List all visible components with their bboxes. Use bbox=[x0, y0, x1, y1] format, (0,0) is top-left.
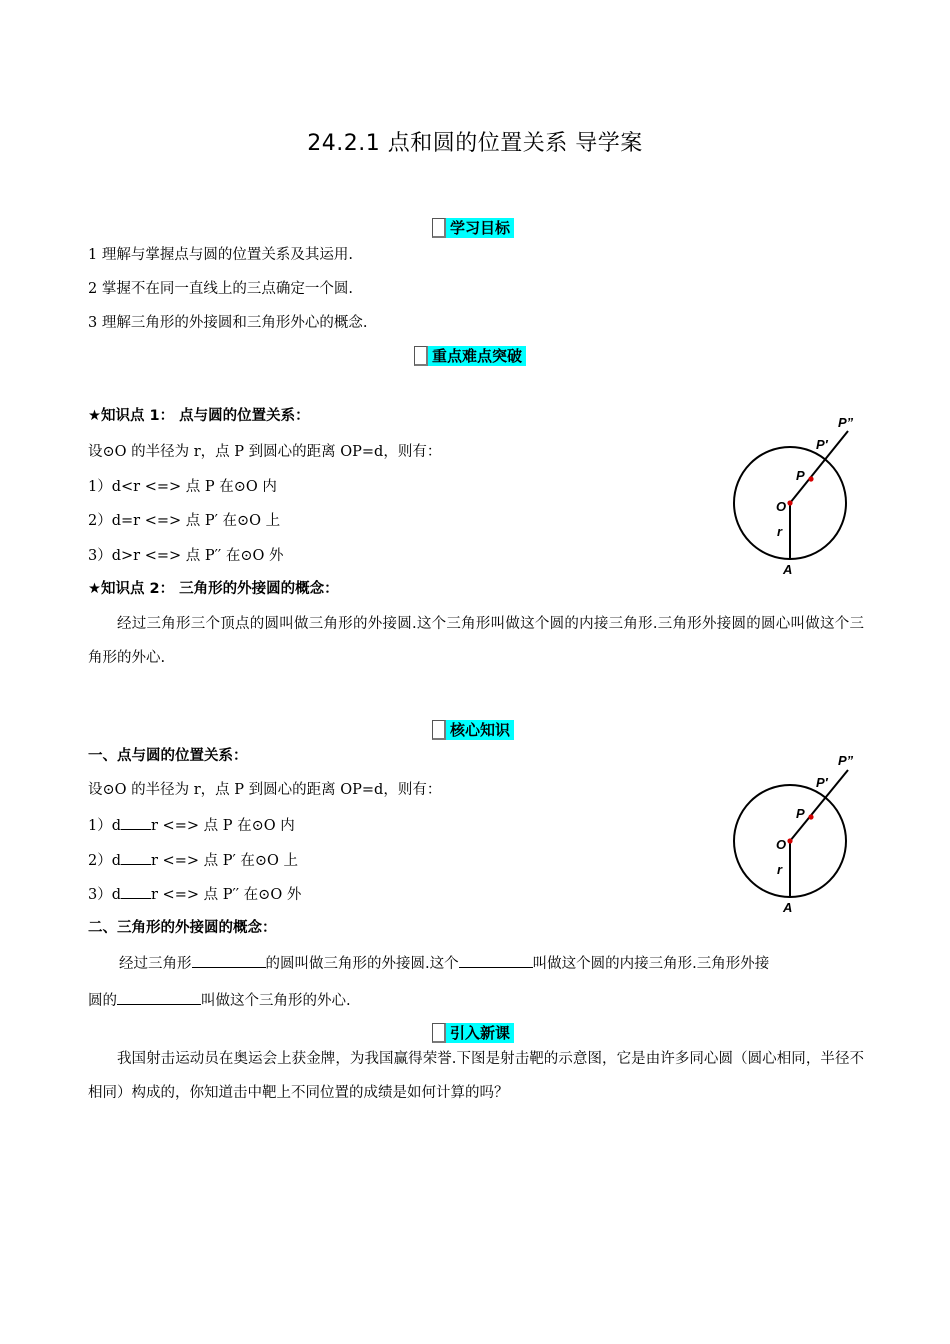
heading-label: 核心知识 bbox=[446, 720, 514, 740]
setup-text: 设⊙O 的半径为 r，点 P 到圆心的距离 OP=d，则有： bbox=[88, 782, 442, 798]
fill-paragraph-line1 bbox=[119, 953, 769, 974]
section-heading-goals bbox=[432, 218, 514, 238]
case-line-blank bbox=[88, 815, 295, 836]
label-a: A bbox=[783, 900, 793, 915]
goal-item: 1 理解与掌握点与圆的位置关系及其运用. bbox=[88, 247, 353, 263]
fill-blank[interactable] bbox=[192, 953, 266, 968]
section-heading-core bbox=[432, 720, 514, 740]
label-r: r bbox=[777, 862, 783, 877]
goal-item: 2 掌握不在同一直线上的三点确定一个圆. bbox=[88, 281, 353, 297]
subheading-1 bbox=[88, 746, 248, 766]
section-heading-intro bbox=[432, 1023, 514, 1043]
setup-text: 设⊙O 的半径为 r，点 P 到圆心的距离 OP=d，则有： bbox=[88, 444, 442, 460]
label-p: P bbox=[796, 468, 805, 483]
case-line: 3）d>r <=> 点 P′′ 在⊙O 外 bbox=[88, 548, 284, 564]
knowledge-point-1 bbox=[88, 406, 310, 426]
fill-blank[interactable] bbox=[117, 990, 201, 1005]
knowledge-point-2 bbox=[88, 579, 339, 599]
text-segment: 圆的 bbox=[88, 993, 117, 1009]
heading-label: 学习目标 bbox=[446, 218, 514, 238]
text-segment: 经过三角形 bbox=[119, 956, 192, 972]
goal-item: 3 理解三角形的外接圆和三角形外心的概念. bbox=[88, 315, 368, 331]
case-line-blank bbox=[88, 850, 298, 871]
label-o: O bbox=[776, 499, 787, 514]
label-p2: P” bbox=[838, 415, 854, 430]
case-pre: 2）d bbox=[88, 853, 122, 869]
heading-bevel bbox=[432, 720, 446, 740]
center-dot bbox=[787, 838, 792, 843]
heading-bevel bbox=[432, 1023, 446, 1043]
label-p1: P′ bbox=[816, 437, 828, 452]
fill-blank[interactable] bbox=[459, 953, 533, 968]
fill-blank[interactable] bbox=[121, 850, 151, 865]
case-pre: 1）d bbox=[88, 818, 122, 834]
heading-label: 引入新课 bbox=[446, 1023, 514, 1043]
subheading-2 bbox=[88, 918, 277, 938]
fill-blank[interactable] bbox=[121, 884, 151, 899]
case-post: r <=> 点 P′′ 在⊙O 外 bbox=[151, 887, 302, 903]
kp1-text: ★知识点 1： 点与圆的位置关系： bbox=[88, 408, 310, 424]
kp2-text: ★知识点 2： 三角形的外接圆的概念： bbox=[88, 581, 339, 597]
case-line-blank bbox=[88, 884, 301, 905]
label-p2: P” bbox=[838, 753, 854, 768]
text-segment: 叫做这个三角形的外心. bbox=[201, 993, 351, 1009]
case-line: 1）d<r <=> 点 P 在⊙O 内 bbox=[88, 479, 277, 495]
label-p: P bbox=[796, 806, 805, 821]
fill-blank[interactable] bbox=[121, 815, 151, 830]
label-a: A bbox=[783, 562, 793, 577]
label-o: O bbox=[776, 837, 787, 852]
heading-label: 重点难点突破 bbox=[428, 346, 526, 366]
sub2-text: 二、三角形的外接圆的概念： bbox=[88, 920, 277, 936]
heading-bevel bbox=[432, 218, 446, 238]
circle-diagram-2 bbox=[720, 750, 870, 920]
label-r: r bbox=[777, 524, 783, 539]
label-p1: P′ bbox=[816, 775, 828, 790]
fill-paragraph-line2 bbox=[88, 990, 351, 1011]
sub1-text: 一、点与圆的位置关系： bbox=[88, 748, 248, 764]
page-title: 24.2.1 点和圆的位置关系 导学案 bbox=[307, 131, 643, 156]
circle-diagram-1 bbox=[720, 405, 870, 585]
case-post: r <=> 点 P′ 在⊙O 上 bbox=[151, 853, 299, 869]
center-dot bbox=[787, 500, 792, 505]
case-line: 2）d=r <=> 点 P′ 在⊙O 上 bbox=[88, 513, 281, 529]
case-post: r <=> 点 P 在⊙O 内 bbox=[151, 818, 295, 834]
text-segment: 叫做这个圆的内接三角形.三角形外接 bbox=[532, 956, 770, 972]
case-pre: 3）d bbox=[88, 887, 122, 903]
point-p-dot bbox=[808, 814, 813, 819]
point-p-dot bbox=[808, 476, 813, 481]
intro-paragraph: 我国射击运动员在奥运会上获金牌，为我国赢得荣誉.下图是射击靶的示意图，它是由许多同心圆（圆心相同，半径不相同）构成的，你知道击中靶上不同位置的成绩是如何计算的吗？ bbox=[88, 1051, 864, 1101]
heading-bevel bbox=[414, 346, 428, 366]
definition-paragraph: 经过三角形三个顶点的圆叫做三角形的外接圆.这个三角形叫做这个圆的内接三角形.三角形外接圆的圆心叫做这个三角形的外心. bbox=[88, 616, 864, 666]
section-heading-keypoints bbox=[414, 346, 526, 366]
text-segment: 的圆叫做三角形的外接圆.这个 bbox=[265, 956, 459, 972]
